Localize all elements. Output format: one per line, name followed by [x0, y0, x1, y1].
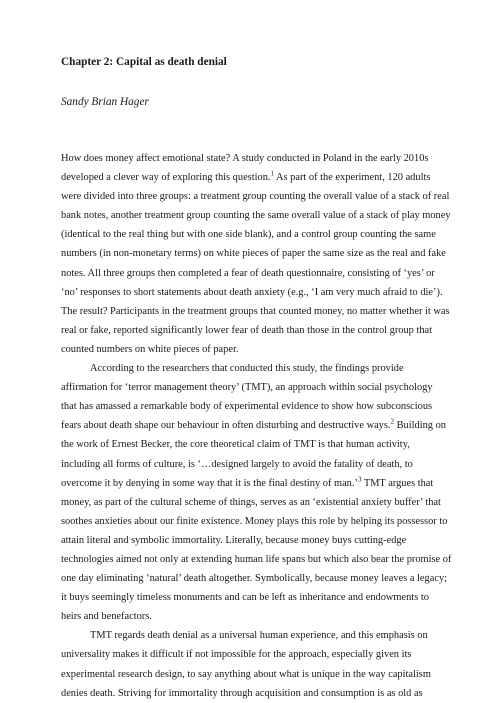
- text-line: [61, 283, 441, 302]
- text-segment: soothes anxieties about our finite existence. Money plays this role by helping its possessor to: [61, 515, 448, 527]
- text-line: [61, 455, 441, 474]
- text-line: [61, 378, 441, 397]
- text-segment: The result? Participants in the treatment groups that counted money, no matter whether it was: [61, 305, 450, 317]
- text-segment: heirs and benefactors.: [61, 611, 152, 623]
- text-segment: experimental research design, to say anything about what is unique in the way capitalism: [61, 668, 431, 680]
- text-segment: money, as part of the cultural scheme of things, serves as an ‘existential anxiety buffer’ that: [61, 496, 441, 508]
- text-segment: TMT regards death denial as a universal human experience, and this emphasis on: [90, 630, 428, 642]
- text-line: [61, 645, 441, 664]
- text-segment: technologies aimed not only at extending human life spans but which also bear the promise of: [61, 553, 452, 565]
- text-line: [61, 626, 441, 645]
- text-segment: denies death. Striving for immortality through acquisition and consumption is as old as: [61, 687, 423, 699]
- text-segment: As part of the experiment, 120 adults: [273, 172, 431, 184]
- text-line: [61, 149, 441, 168]
- text-line: [61, 665, 441, 684]
- chapter-title: Chapter 2: Capital as death denial: [61, 56, 227, 68]
- text-line: [61, 474, 441, 493]
- text-segment: bank notes, another treatment group counting the same overall value of a stack of play money: [61, 210, 451, 222]
- text-segment: universality makes it difficult if not impossible for the approach, especially given its: [61, 649, 412, 661]
- text-line: [61, 416, 446, 435]
- text-segment: numbers (in non-monetary terms) on white pieces of paper the same size as the real and fake: [61, 248, 446, 260]
- text-line: [61, 168, 441, 187]
- text-line: [61, 206, 451, 225]
- text-segment: counted numbers on white pieces of paper.: [61, 343, 239, 355]
- text-segment: fears about death shape our behaviour in often disturbing and destructive ways.: [61, 420, 391, 432]
- text-segment: were divided into three groups: a treatment group counting the overall value of a stack of real: [61, 191, 450, 203]
- text-segment: attain literal and symbolic immortality. Literally, because money buys cutting-edge: [61, 534, 407, 546]
- text-line: [61, 531, 441, 550]
- text-line: [61, 493, 441, 512]
- text-line: [61, 321, 441, 340]
- text-segment: How does money affect emotional state? A study conducted in Poland in the early 2010s: [61, 153, 429, 164]
- text-line: [61, 264, 441, 283]
- text-segment: including all forms of culture, is ‘…designed largely to avoid the fatality of death, to: [61, 458, 413, 470]
- text-line: [61, 359, 441, 378]
- text-line: [61, 569, 448, 588]
- text-segment: it buys seemingly timeless monuments and can be left as inheritance and endowments to: [61, 592, 429, 604]
- text-segment: developed a clever way of exploring this question.: [61, 172, 271, 184]
- footnote-marker: 2: [390, 417, 395, 426]
- text-line: [61, 302, 450, 321]
- text-line: [61, 244, 446, 263]
- text-line: [61, 397, 441, 416]
- text-segment: overcome it by denying in some way that it is the final destiny of man.’: [61, 477, 358, 489]
- text-segment: one day eliminating ‘natural’ death altogether. Symbolically, because money leaves a legacy;: [61, 573, 448, 585]
- text-line: [61, 607, 441, 626]
- text-segment: ‘no’ responses to short statements about death anxiety (e.g., ‘I am very much afraid to die’).: [61, 286, 443, 298]
- text-line: [61, 588, 441, 607]
- text-line: [61, 550, 452, 569]
- body-text: [61, 149, 452, 703]
- text-segment: (identical to the real thing but with one side blank), and a control group counting the same: [61, 229, 436, 241]
- text-segment: According to the researchers that conducted this study, the findings provide: [90, 363, 404, 375]
- text-segment: notes. All three groups then completed a fear of death questionnaire, consisting of ‘yes’ or: [61, 267, 435, 279]
- text-line: [61, 512, 448, 531]
- text-line: [61, 187, 450, 206]
- text-segment: real or fake, reported significantly lower fear of death than those in the control group that: [61, 324, 433, 336]
- text-segment: TMT argues that: [361, 477, 434, 489]
- footnote-marker: 1: [270, 169, 274, 178]
- author-name: Sandy Brian Hager: [61, 96, 149, 108]
- text-line: [61, 225, 441, 244]
- footnote-marker: 3: [357, 475, 362, 484]
- text-line: [61, 340, 441, 359]
- text-segment: the work of Ernest Becker, the core theoretical claim of TMT is that human activity,: [61, 439, 410, 451]
- text-line: [61, 435, 441, 454]
- text-segment: that has amassed a remarkable body of experimental evidence to show how subconscious: [61, 401, 433, 413]
- text-segment: affirmation for ‘terror management theory’ (TMT), an approach within social psychology: [61, 382, 433, 394]
- text-segment: Building on: [394, 420, 446, 432]
